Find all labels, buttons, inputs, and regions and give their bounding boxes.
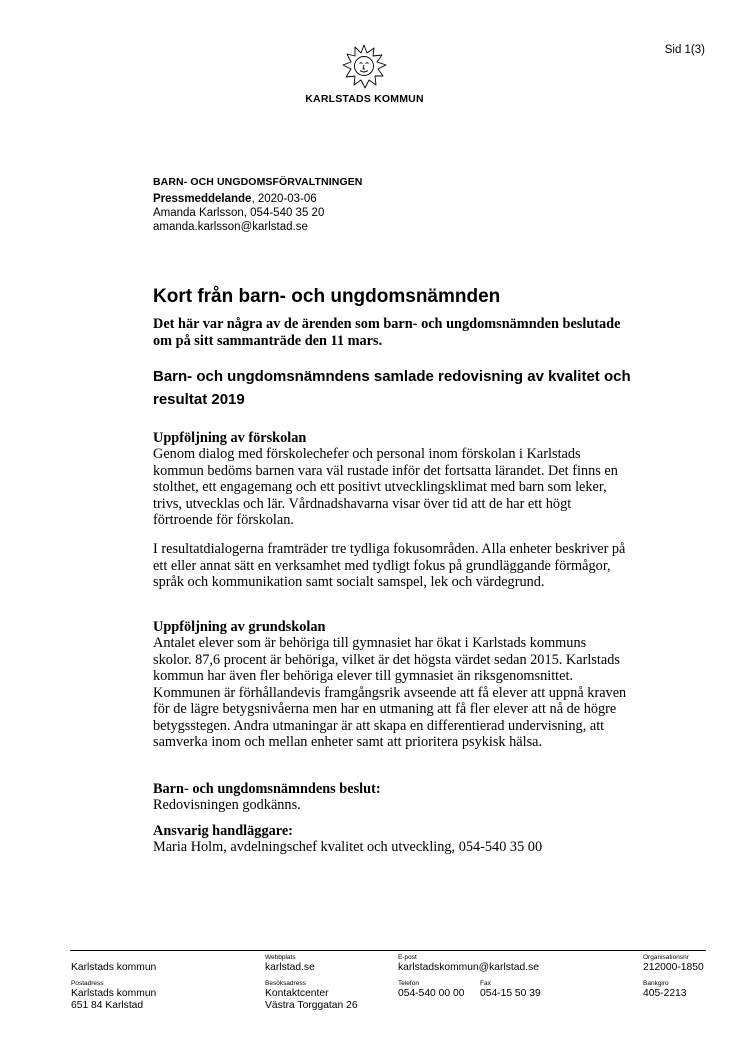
section-title-beslut: Barn- och ungdomsnämndens beslut: [153, 781, 381, 797]
footer-phone-label: Telefon [398, 980, 419, 987]
footer-postal-line2: 651 84 Karlstad [71, 1000, 144, 1011]
section-paragraph: Redovisningen godkänns. [153, 797, 301, 813]
contact-email[interactable]: amanda.karlsson@karlstad.se [153, 221, 308, 233]
page-number: Sid 1(3) [664, 44, 705, 56]
footer-bank-label: Bankgiro [643, 980, 669, 987]
footer-web-label: Webbplats [265, 954, 296, 961]
section-title-forskolan: Uppföljning av förskolan [153, 430, 307, 446]
doc-type-line [153, 192, 317, 206]
footer-orgnr-label: Organisationsnr [643, 954, 689, 961]
subheading: Barn- och ungdomsnämndens samlade redovisning av kvalitet och resultat 2019 [153, 368, 631, 408]
doc-date: , 2020-03-06 [251, 193, 317, 205]
section-paragraph: Antalet elever som är behöriga till gymnasiet har ökat i Karlstads kommuns skolor. 87,6 procent är behöriga, vilket är det högsta värdet sedan 2015. Karlstads kommun har även fler behöriga elever till gymnasiet än riksgenomsnittet. Kommunen är förhållandevis framgångsrik avseende att få elever att uppnå kraven för de lägre betygsnivåerna men har en utmaning att få fler elever att nå de högre betygsstegen. Andra utmaningar är att skapa en differentierad undervisning, att samverka inom och mellan enheter samt att prioritera psykisk hälsa. [153, 635, 627, 750]
contact-line: Amanda Karlsson, 054-540 35 20 [153, 207, 325, 219]
footer-orgnr-value: 212000-1850 [643, 962, 704, 973]
page-title: Kort från barn- och ungdomsnämnden [153, 286, 501, 307]
footer-org-name: Karlstads kommun [71, 962, 157, 973]
footer-fax-label: Fax [480, 980, 491, 987]
footer-email-value[interactable]: karlstadskommun@karlstad.se [398, 962, 539, 973]
footer-visit-line2: Västra Torggatan 26 [265, 1000, 358, 1011]
section-paragraph: I resultatdialogerna framträder tre tydliga fokusområden. Alla enheter beskriver på ett eller annat sätt en verksamhet med tydligt fokus på grundläggande förmågor, språk och kommunikation samt socialt samspel, lek och värdegrund. [153, 541, 626, 590]
doc-type: Pressmeddelande [153, 193, 252, 205]
footer-divider [70, 950, 706, 951]
footer-phone-value: 054-540 00 00 [398, 988, 465, 999]
footer-fax-value: 054-15 50 39 [480, 988, 541, 999]
footer-web-value[interactable]: karlstad.se [265, 962, 315, 973]
footer-postal-line1: Karlstads kommun [71, 988, 157, 999]
lead-paragraph: Det här var några av de ärenden som barn- och ungdomsnämnden beslutade om på sitt sammanträde den 11 mars. [153, 316, 621, 349]
section-paragraph: Genom dialog med förskolechefer och personal inom förskolan i Karlstads kommun bedöms barnen vara väl rustade inför det fortsatta lärandet. Det finns en stolthet, ett engagemang och ett positivt utvecklingsklimat med barn som leker, trivs, utvecklas och lär. Vårdnadshavarna visar över tid att de har ett högt förtroende för förskolan. [153, 446, 618, 528]
department-name: BARN- OCH UNGDOMSFÖRVALTNINGEN [153, 176, 363, 188]
footer-visit-line1: Kontaktcenter [265, 988, 329, 999]
footer-bank-value: 405-2213 [643, 988, 687, 999]
section-title-grundskolan: Uppföljning av grundskolan [153, 619, 326, 635]
section-title-handlaggare: Ansvarig handläggare: [153, 823, 293, 839]
logo-wordmark: KARLSTADS KOMMUN [305, 93, 424, 105]
section-paragraph: Maria Holm, avdelningschef kvalitet och utveckling, 054-540 35 00 [153, 839, 543, 855]
sun-icon [341, 44, 387, 90]
footer-visit-label: Besöksadress [265, 980, 306, 987]
footer-postal-label: Postadress [71, 980, 104, 987]
footer-email-label: E-post [398, 954, 417, 961]
